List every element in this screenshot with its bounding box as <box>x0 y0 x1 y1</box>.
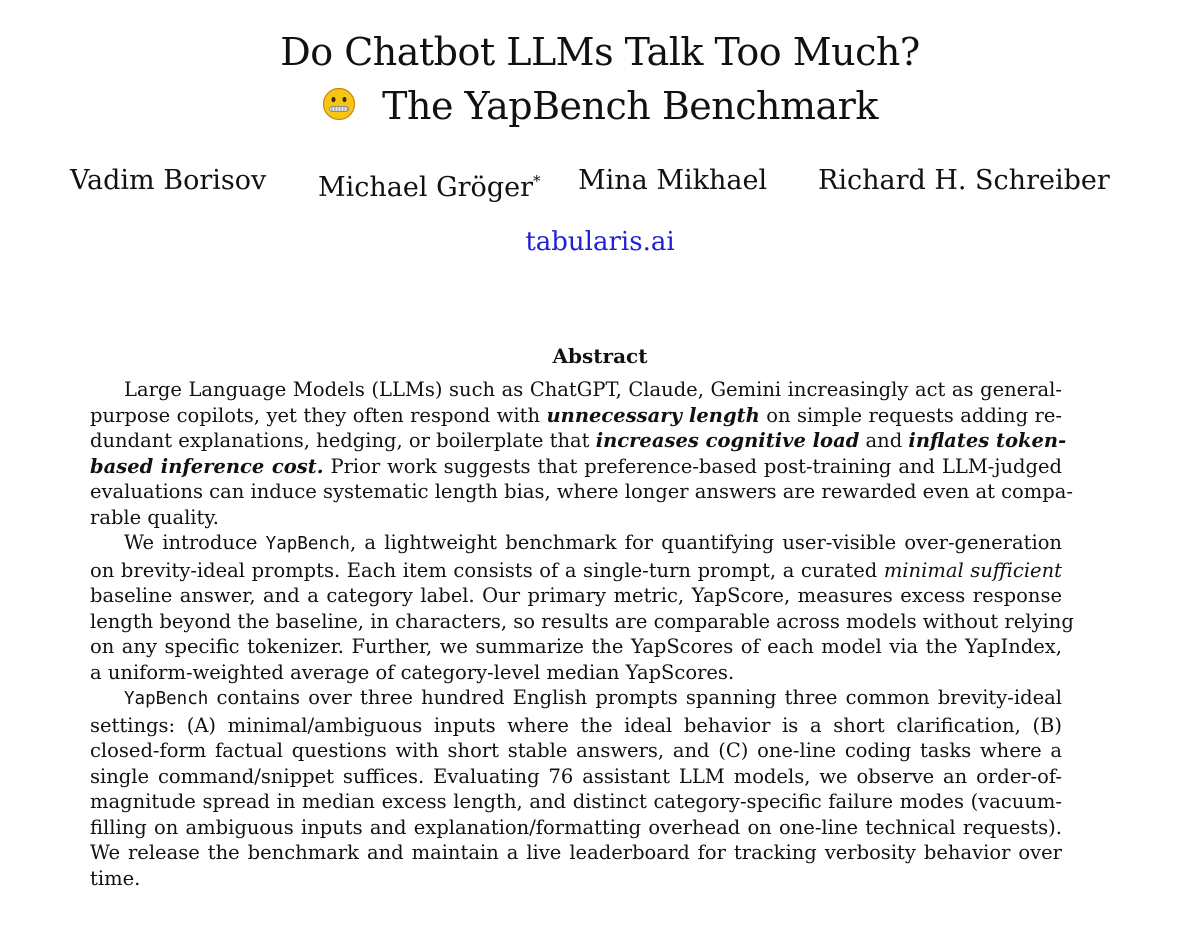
emphasized-text: increases cognitive load <box>595 429 860 452</box>
abstract-line <box>90 764 1062 790</box>
abstract-line <box>90 685 1062 713</box>
abstract-text: length beyond the baseline, in characters, so results are comparable across models without relying <box>90 609 1074 633</box>
paper-title-line-2-text: The YapBench Benchmark <box>382 84 878 128</box>
abstract-text: magnitude spread in median excess length, and distinct category-specific failure modes (vacuum- <box>90 790 1062 813</box>
abstract-text: closed-form factual questions with short stable answers, and (C) one-line coding tasks where a <box>90 739 1062 762</box>
author-name: Michael Gröger <box>318 172 533 203</box>
abstract-text: Prior work suggests that preference-based post-training and LLM-judged <box>323 454 1062 478</box>
abstract-text: and <box>859 429 909 452</box>
paper-title-line-2 <box>0 84 1200 128</box>
paper-title-line-1-text: Do Chatbot LLMs Talk Too Much? <box>280 30 920 74</box>
author-name: Vadim Borisov <box>70 165 267 196</box>
abstract-text: We introduce <box>124 531 266 554</box>
abstract-text: evaluations can induce systematic length bias, where longer answers are rewarded even at compa- <box>90 480 1073 503</box>
abstract-line <box>90 634 1062 660</box>
abstract-text: settings: (A) minimal/ambiguous inputs where the ideal behavior is a short clarification, (B) <box>90 713 1062 737</box>
abstract-text: , a lightweight benchmark for quantifying user-visible over-generation <box>349 531 1062 554</box>
benchmark-name: YapBench <box>265 534 350 554</box>
benchmark-name: YapBench <box>124 689 209 709</box>
abstract-heading-text: Abstract <box>552 344 648 368</box>
abstract-paragraph-2 <box>90 530 1074 685</box>
abstract-line <box>90 530 1062 558</box>
abstract-line <box>90 558 1062 584</box>
abstract-text: a uniform-weighted average of category-level median YapScores. <box>90 660 735 684</box>
abstract-line <box>90 660 1062 686</box>
emphasized-text: unnecessary length <box>546 403 760 427</box>
abstract-paragraph-3 <box>90 685 1062 891</box>
abstract-line <box>90 583 1062 609</box>
abstract-text: on simple requests adding re- <box>759 403 1062 427</box>
abstract-text: contains over three hundred English prompts spanning three common brevity-ideal <box>208 686 1062 709</box>
abstract-line <box>90 609 1074 635</box>
abstract-text: We release the benchmark and maintain a live leaderboard for tracking verbosity behavior over <box>90 841 1062 864</box>
abstract-line <box>90 454 1062 480</box>
abstract-text: single command/snippet suffices. Evaluating 76 assistant LLM models, we observe an order-of- <box>90 764 1062 788</box>
abstract-text: time. <box>90 866 141 890</box>
affiliation-text: tabularis.ai <box>525 227 675 257</box>
abstract-line <box>90 428 1067 454</box>
author-name-with-marker <box>318 164 541 205</box>
abstract-text: filling on ambiguous inputs and explanation/formatting overhead on one-line technical requests). <box>90 815 1062 839</box>
emphasized-text: based inference cost. <box>90 454 324 478</box>
abstract-text: purpose copilots, yet they often respond with <box>90 403 547 427</box>
abstract-text: on any specific tokenizer. Further, we summarize the YapScores of each model via the YapIndex, <box>90 635 1062 658</box>
abstract-line <box>90 840 1062 866</box>
abstract-line <box>90 505 1062 531</box>
abstract-text: on brevity-ideal prompts. Each item consists of a single-turn prompt, a curated <box>90 558 884 582</box>
abstract-line <box>90 479 1073 505</box>
author-name: Richard H. Schreiber <box>818 165 1110 196</box>
abstract-text: dundant explanations, hedging, or boilerplate that <box>90 429 596 452</box>
abstract-line <box>90 377 1062 403</box>
abstract-body <box>90 377 1074 891</box>
abstract-text: rable quality. <box>90 505 220 529</box>
author-name: Mina Mikhael <box>578 165 768 196</box>
abstract-line <box>90 403 1062 429</box>
abstract-heading <box>0 342 1200 370</box>
abstract-line <box>90 866 1062 892</box>
abstract-line <box>90 789 1062 815</box>
author-footnote-marker: * <box>533 172 541 190</box>
abstract-line <box>90 815 1062 841</box>
paper-title-line-1 <box>0 30 1200 74</box>
abstract-line <box>90 738 1062 764</box>
abstract-text: baseline answer, and a category label. Our primary metric, YapScore, measures excess response <box>90 584 1062 607</box>
affiliation-link[interactable] <box>0 226 1200 258</box>
abstract-line <box>90 713 1062 739</box>
zipper-mouth-face-icon <box>322 87 356 121</box>
italic-text: minimal sufficient <box>883 558 1062 582</box>
abstract-paragraph-1 <box>90 377 1073 530</box>
author-list <box>0 164 1200 203</box>
emphasized-text: inflates token- <box>908 429 1067 452</box>
abstract-text: Large Language Models (LLMs) such as ChatGPT, Claude, Gemini increasingly act as general- <box>124 378 1062 401</box>
